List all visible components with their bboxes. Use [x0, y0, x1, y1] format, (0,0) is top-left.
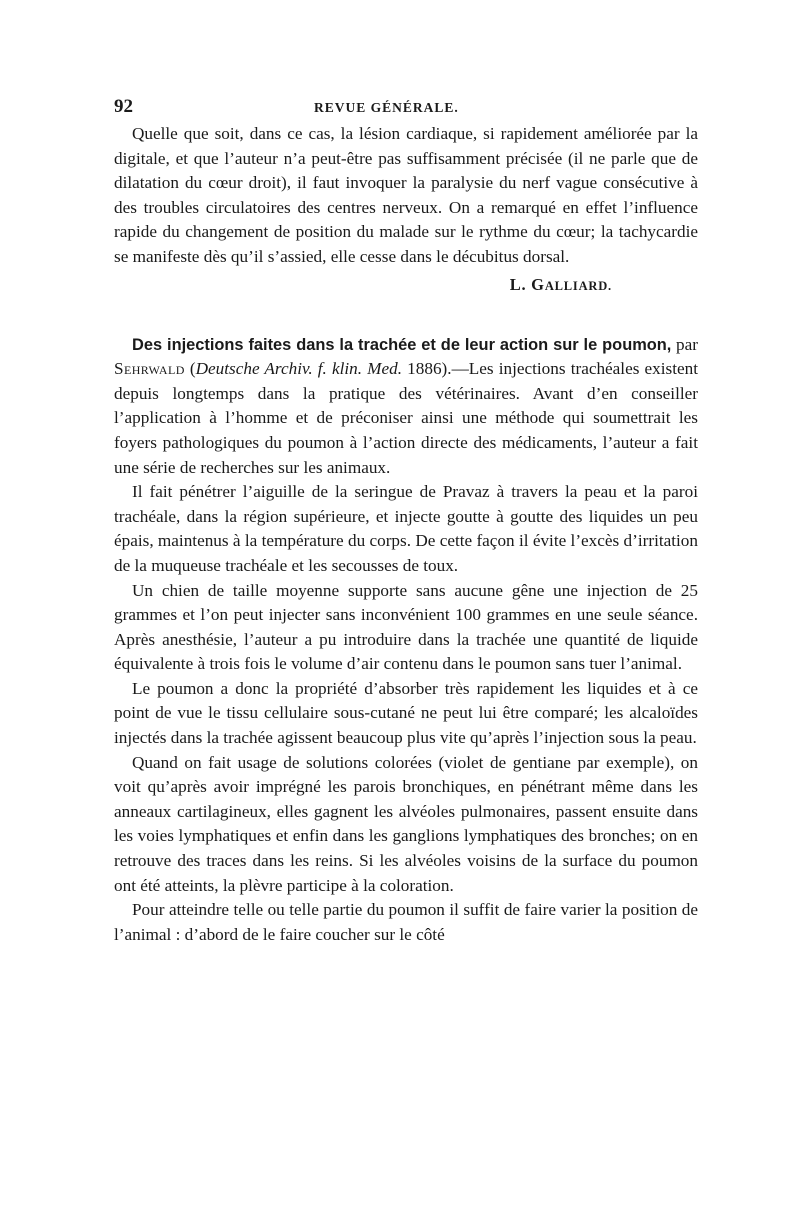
article-title: Des injections faites dans la trachée et de leur action sur le poumon, [132, 335, 672, 354]
review-signature [114, 275, 698, 295]
article-by: par [671, 334, 698, 354]
signature-rest: ALLIARD. [544, 278, 612, 293]
citation-open: ( [184, 359, 196, 379]
article-paragraph: Le poumon a donc la propriété d’absorber très rapidement les liquides et à ce point de vue le tissu cellulaire sous-cutané ne peut lui être comparé; les alcaloïdes injectés dans la trachée agissent beaucoup plus vite qu’après l’injection sous la peau. [114, 678, 698, 748]
article-paragraph: Il fait pénétrer l’aiguille de la seringue de Pravaz à travers la peau et la paroi trachéale, dans la région supérieure, et injecte goutte à goutte des liquides un peu épais, maintenus à la température du corps. De cette façon il évite l’excès d’irritation de la muqueuse trachéale et les secousses de toux. [114, 482, 698, 575]
article-paragraph: Pour atteindre telle ou telle partie du poumon il suffit de faire varier la position de l’animal : d’abord de le faire coucher sur le côté [114, 900, 698, 944]
page [114, 96, 698, 947]
article-paragraph: Un chien de taille moyenne supporte sans aucune gêne une injection de 25 grammes et l’on peut injecter sans inconvénient 100 grammes en une seule séance. Après anesthésie, l’auteur a pu introduire dans la trachée une quantité de liquide équivalente à trois fois le volume d’air contenu dans le poumon sans tuer l’animal. [114, 580, 698, 674]
signature-initial: L. [509, 274, 527, 294]
article-lead-paragraph [114, 333, 698, 481]
signature-first-letter: G [531, 274, 545, 294]
running-title: REVUE GÉNÉRALE. [314, 100, 459, 115]
citation-year: 1886). [402, 359, 452, 379]
previous-review [114, 122, 698, 295]
page-number: 92 [114, 96, 133, 117]
article-author: Sehrwald [114, 359, 185, 379]
article-lead-text: —Les injections trachéales existent depuis longtemps dans la pratique des vétérinaires. Avant d’en conseiller l’application à l’homme et de préconiser ainsi une méthode qui soumettrait les foyers pathologiques du poumon à l’action directe des médicaments, l’auteur a fait une série de recherches sur les animaux. [114, 359, 698, 477]
running-head [114, 96, 698, 122]
article-paragraph: Quand on fait usage de solutions colorées (violet de gentiane par exemple), on voit qu’après avoir imprégné les parois bronchiques, en pénétrant même dans les anneaux cartilagineux, elles gagnent les alvéoles pulmonaires, passent ensuite dans les voies lymphatiques et enfin dans les ganglions lymphatiques des bronches; on en retrouve des traces dans les reins. Si les alvéoles voisins de la surface du poumon ont été atteints, la plèvre participe à la coloration. [114, 752, 698, 895]
article-journal: Deutsche Archiv. f. klin. Med. [195, 359, 403, 379]
previous-review-paragraph: Quelle que soit, dans ce cas, la lésion cardiaque, si rapidement améliorée par la digitale, et que l’auteur n’a peut-être pas suffisamment précisée (il ne parle que de dilatation du cœur droit), il faut invoquer la paralysie du nerf vague consécutive à des troubles circulatoires des centres nerveux. On a remarqué en effet l’influence rapide du changement de position du malade sur le rythme du cœur; la tachycardie se manifeste dès qu’il s’assied, elle cesse dans le décubitus dorsal. [114, 124, 698, 266]
article [114, 333, 698, 948]
